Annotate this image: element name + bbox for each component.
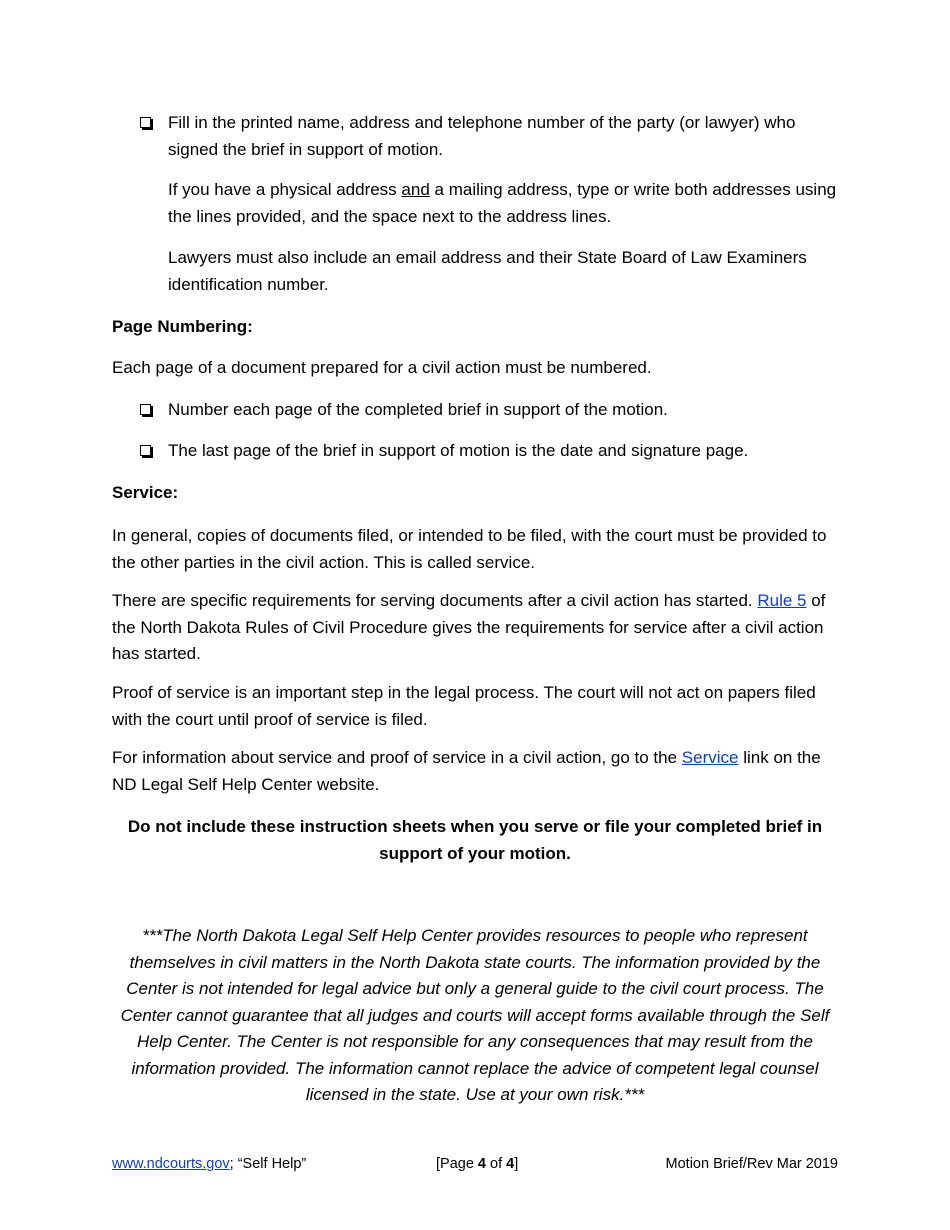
page-numbering-item-2: The last page of the brief in support of motion is the date and signature page. bbox=[168, 441, 749, 460]
address-instruction-text-1: If you have a physical address bbox=[168, 180, 402, 199]
page-numbering-item-1: Number each page of the completed brief in support of the motion. bbox=[168, 400, 668, 419]
checkbox-icon[interactable] bbox=[140, 445, 151, 456]
service-paragraph-1: In general, copies of documents filed, or intended to be filed, with the court must be provided to the other parties in the civil action. This is called service. bbox=[112, 526, 827, 572]
page-current: 4 bbox=[477, 1156, 486, 1172]
page-suffix: ] bbox=[514, 1156, 519, 1172]
page-numbering-heading: Page Numbering: bbox=[112, 317, 253, 336]
footer-form-id: Motion Brief/Rev Mar 2019 bbox=[665, 1156, 838, 1172]
footer-page-number bbox=[436, 1154, 518, 1174]
address-instruction-underlined: and bbox=[401, 180, 430, 199]
checklist-item-signer-info: Fill in the printed name, address and telephone number of the party (or lawyer) who signed the brief in support of motion. bbox=[168, 113, 796, 159]
checkbox-icon[interactable] bbox=[140, 117, 151, 128]
ndcourts-link[interactable]: www.ndcourts.gov bbox=[112, 1156, 230, 1172]
rule-5-link[interactable]: Rule 5 bbox=[757, 591, 807, 610]
address-instruction-text-2: a mailing address, type or write both addresses using the lines provided, and the space next to the address lines. bbox=[168, 180, 837, 226]
service-heading: Service: bbox=[112, 483, 179, 502]
lawyer-instruction: Lawyers must also include an email address and their State Board of Law Examiners identification number. bbox=[168, 248, 807, 294]
page-numbering-intro: Each page of a document prepared for a civil action must be numbered. bbox=[112, 358, 652, 377]
service-paragraph-2-text-1: There are specific requirements for serving documents after a civil action has started. bbox=[112, 591, 758, 610]
footer-site-suffix: ; “Self Help” bbox=[229, 1156, 307, 1172]
disclaimer: ***The North Dakota Legal Self Help Center provides resources to people who represent themselves in civil matters in the North Dakota state courts. The information provided by the Center is not intended for legal advice but only a general guide to the civil court process. The Center cannot guarantee that all judges and courts will accept forms available through the Self Help Center. The Center is not responsible for any consequences that may result from the information provided. The information cannot replace the advice of competent legal counsel licensed in the state. Use at your own risk.*** bbox=[120, 926, 830, 1104]
page-prefix: [Page bbox=[436, 1156, 478, 1172]
page-of: of bbox=[486, 1156, 507, 1172]
footer-site bbox=[112, 1154, 306, 1174]
service-paragraph-4-text-1: For information about service and proof of service in a civil action, go to the bbox=[112, 748, 682, 767]
service-paragraph-4 bbox=[112, 745, 842, 798]
service-paragraph-4-text-2: link on the ND Legal Self Help Center website. bbox=[112, 748, 821, 794]
page-total: 4 bbox=[506, 1156, 515, 1172]
checkbox-icon[interactable] bbox=[140, 404, 151, 415]
service-paragraph-3: Proof of service is an important step in the legal process. The court will not act on papers filed with the court until proof of service is filed. bbox=[112, 683, 816, 729]
service-paragraph-2 bbox=[112, 588, 842, 668]
address-instruction bbox=[168, 177, 842, 230]
instruction-notice: Do not include these instruction sheets when you serve or file your completed brief in support of your motion. bbox=[127, 817, 823, 863]
service-paragraph-2-text-2: of the North Dakota Rules of Civil Procedure gives the requirements for service after a civil action has started. bbox=[112, 591, 826, 663]
service-link[interactable]: Service bbox=[681, 748, 739, 767]
